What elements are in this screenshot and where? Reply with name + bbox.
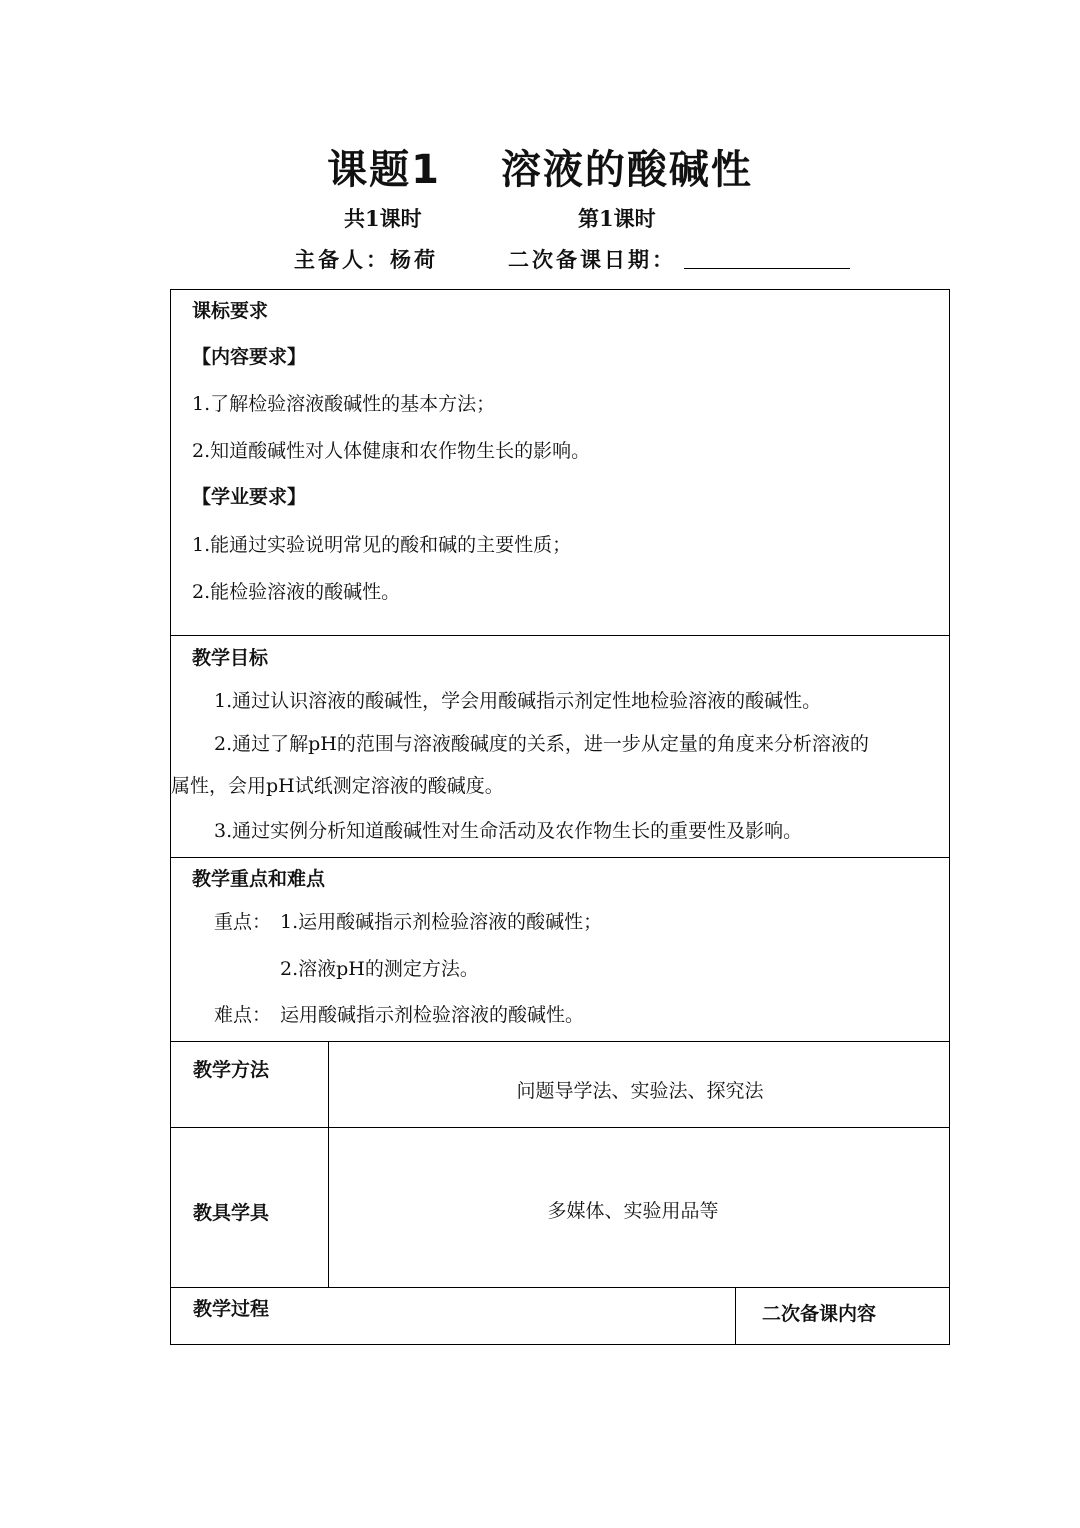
key-point-1: 1.运用酸碱指示剂检验溶液的酸碱性；	[280, 911, 603, 933]
objectives-heading: 教学目标	[192, 647, 269, 669]
content-item-2: 2.知道酸碱性对人体健康和农作物生长的影响。	[192, 440, 591, 462]
second-prep-date-field[interactable]	[684, 268, 850, 269]
lesson-title-number: 课题1	[327, 147, 441, 193]
divider	[170, 1041, 950, 1042]
objective-1: 1.通过认识溶液的酸碱性，学会用酸碱指示剂定性地检验溶液的酸碱性。	[214, 690, 822, 712]
methods-value: 问题导学法、实验法、探究法	[516, 1080, 764, 1102]
academic-requirements-heading: 【学业要求】	[192, 486, 307, 508]
lesson-title	[0, 138, 1080, 195]
tools-label: 教具学具	[193, 1202, 270, 1224]
tools-value: 多媒体、实验用品等	[547, 1200, 719, 1222]
lesson-title-topic: 溶液的酸碱性	[500, 147, 753, 193]
divider	[170, 635, 950, 636]
academic-item-2: 2.能检验溶液的酸碱性。	[192, 581, 401, 603]
current-lesson: 第1课时	[578, 206, 656, 231]
difficulty-point: 运用酸碱指示剂检验溶液的酸碱性。	[280, 1004, 585, 1026]
objective-2-line-1: 2.通过了解pH的范围与溶液酸碱度的关系，进一步从定量的角度来分析溶液的	[214, 733, 869, 755]
preparer-label: 主备人：	[294, 247, 390, 272]
column-divider	[735, 1287, 736, 1344]
methods-label: 教学方法	[193, 1059, 270, 1081]
second-prep-content-label: 二次备课内容	[762, 1303, 877, 1325]
preparer	[294, 244, 438, 274]
column-divider	[328, 1041, 329, 1287]
preparer-name: 杨荷	[390, 247, 438, 272]
key-point-2: 2.溶液pH的测定方法。	[280, 958, 479, 980]
divider	[170, 1287, 950, 1288]
objective-2-line-2: 属性，会用pH试纸测定溶液的酸碱度。	[171, 775, 504, 797]
academic-item-1: 1.能通过实验说明常见的酸和碱的主要性质；	[192, 534, 572, 556]
content-item-1: 1.了解检验溶液酸碱性的基本方法；	[192, 393, 496, 415]
process-label: 教学过程	[193, 1298, 270, 1320]
curriculum-heading: 课标要求	[192, 300, 269, 322]
content-requirements-heading: 【内容要求】	[192, 346, 307, 368]
key-point-label: 重点：	[214, 911, 272, 933]
second-prep-date-label: 二次备课日期：	[508, 247, 676, 272]
total-lessons: 共1课时	[344, 206, 422, 231]
difficulty-label: 难点：	[214, 1004, 272, 1026]
divider	[170, 1127, 950, 1128]
objective-3: 3.通过实例分析知道酸碱性对生命活动及农作物生长的重要性及影响。	[214, 820, 803, 842]
key-points-heading: 教学重点和难点	[192, 868, 326, 890]
divider	[170, 857, 950, 858]
